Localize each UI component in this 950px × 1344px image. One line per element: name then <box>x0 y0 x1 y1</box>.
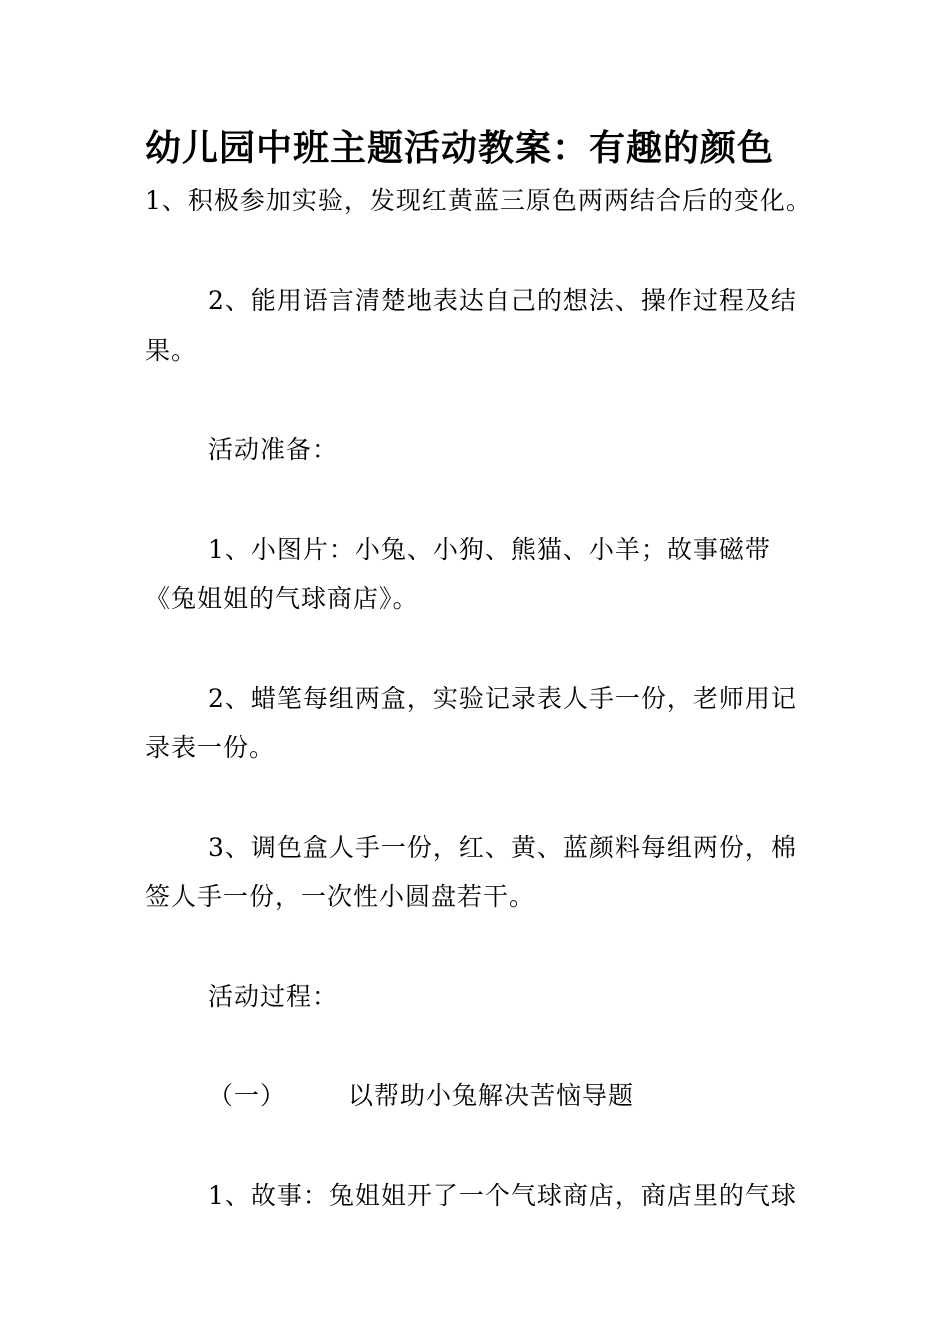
step-1-number: （一） <box>208 1081 287 1110</box>
prep-1-line-2: 《兔姐姐的气球商店》。 <box>145 584 419 613</box>
prep-2-line-1: 2、蜡笔每组两盒，实验记录表人手一份，老师用记 <box>208 684 797 713</box>
prep-1-line-1: 1、小图片：小兔、小狗、熊猫、小羊；故事磁带 <box>208 535 771 564</box>
prep-heading: 活动准备： <box>208 435 339 464</box>
goal-2-line-1: 2、能用语言清楚地表达自己的想法、操作过程及结 <box>208 286 797 315</box>
page-title: 幼儿园中班主题活动教案：有趣的颜色 <box>145 128 775 169</box>
prep-2-line-2: 录表一份。 <box>145 733 276 762</box>
process-heading: 活动过程： <box>208 982 339 1011</box>
goal-2-line-2: 果。 <box>145 336 198 365</box>
story-1-line-1: 1、故事：兔姐姐开了一个气球商店，商店里的气球 <box>208 1181 797 1210</box>
prep-3-line-2: 签人手一份，一次性小圆盘若干。 <box>145 882 536 911</box>
goal-1: 1、积极参加实验，发现红黄蓝三原色两两结合后的变化。 <box>145 186 812 215</box>
step-1-text: 以帮助小兔解决苦恼导题 <box>348 1081 635 1110</box>
step-1-heading <box>208 1081 868 1111</box>
prep-3-line-1: 3、调色盒人手一份，红、黄、蓝颜料每组两份，棉 <box>208 833 797 862</box>
